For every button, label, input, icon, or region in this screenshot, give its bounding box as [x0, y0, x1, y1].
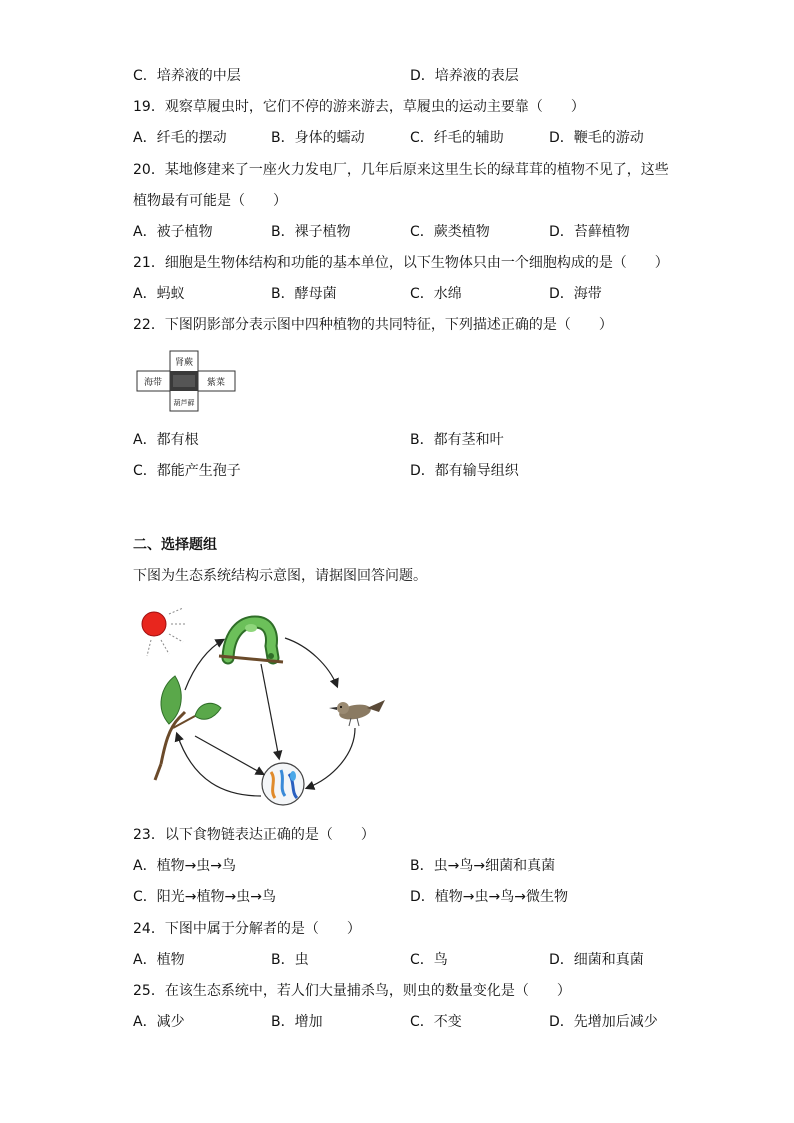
- label-shenjue: 肾蕨: [174, 358, 194, 368]
- q23-option-b: B．虫→鸟→细菌和真菌: [410, 858, 556, 874]
- q22-venn-figure: [133, 347, 239, 413]
- bacteria-fungi-icon: [262, 763, 304, 805]
- q25-option-b: B．增加: [271, 1014, 323, 1030]
- q21-option-b: B．酵母菌: [271, 286, 337, 302]
- q25-stem: 25．在该生态系统中，若人们大量捕杀鸟，则虫的数量变化是（ ）: [133, 983, 571, 999]
- q25-option-d: D．先增加后减少: [549, 1014, 658, 1030]
- arrow-caterpillar-to-microbes: [261, 664, 279, 758]
- q19-option-a: A．纤毛的摆动: [133, 130, 227, 146]
- q23-option-a: A．植物→虫→鸟: [133, 858, 237, 874]
- q19-option-d: D．鞭毛的游动: [549, 130, 644, 146]
- q18-option-c: C．培养液的中层: [133, 68, 241, 84]
- q20-stem-line1: 20．某地修建来了一座火力发电厂，几年后原来这里生长的绿茸茸的植物不见了，这些: [133, 162, 669, 178]
- q18-option-d: D．培养液的表层: [410, 68, 519, 84]
- arrow-bird-to-microbes: [307, 728, 355, 788]
- q24-option-c: C．鸟: [410, 952, 448, 968]
- arrow-plant-to-microbes: [195, 736, 263, 774]
- q24-option-a: A．植物: [133, 952, 185, 968]
- q20-option-b: B．裸子植物: [271, 224, 351, 240]
- sun-icon: [142, 608, 187, 656]
- section-title: 二、选择题组: [133, 537, 217, 553]
- q19-option-b: B．身体的蠕动: [271, 130, 365, 146]
- q21-option-c: C．水绵: [410, 286, 462, 302]
- q20-option-a: A．被子植物: [133, 224, 213, 240]
- q21-option-a: A．蚂蚁: [133, 286, 185, 302]
- q19-stem: 19．观察草履虫时，它们不停的游来游去，草履虫的运动主要靠（ ）: [133, 99, 585, 115]
- q20-option-d: D．苔藓植物: [549, 224, 630, 240]
- q24-option-b: B．虫: [271, 952, 309, 968]
- label-hulu: 葫芦藓: [173, 399, 195, 407]
- caterpillar-icon: [219, 622, 283, 662]
- q19-option-c: C．纤毛的辅助: [410, 130, 504, 146]
- q21-stem: 21．细胞是生物体结构和功能的基本单位，以下生物体只由一个细胞构成的是（ ）: [133, 255, 669, 271]
- q22-option-d: D．都有输导组织: [410, 463, 519, 479]
- q25-option-a: A．减少: [133, 1014, 185, 1030]
- q22-option-c: C．都能产生孢子: [133, 463, 241, 479]
- q21-option-d: D．海带: [549, 286, 602, 302]
- ecosystem-diagram: [133, 604, 393, 814]
- q22-option-b: B．都有茎和叶: [410, 432, 504, 448]
- arrow-microbes-to-plant: [177, 734, 261, 796]
- section-intro: 下图为生态系统结构示意图，请据图回答问题。: [133, 568, 427, 584]
- arrow-caterpillar-to-bird: [285, 638, 337, 686]
- q22-stem: 22．下图阴影部分表示图中四种植物的共同特征，下列描述正确的是（ ）: [133, 317, 613, 333]
- q23-option-d: D．植物→虫→鸟→微生物: [410, 889, 568, 905]
- label-zicai: 紫菜: [206, 378, 226, 388]
- q20-option-c: C．蕨类植物: [410, 224, 490, 240]
- label-haidai: 海带: [143, 378, 163, 388]
- q24-stem: 24．下图中属于分解者的是（ ）: [133, 921, 361, 937]
- plant-icon: [155, 676, 221, 780]
- arrow-plant-to-caterpillar: [185, 640, 223, 690]
- bird-icon: [329, 700, 385, 726]
- q22-option-a: A．都有根: [133, 432, 199, 448]
- q24-option-d: D．细菌和真菌: [549, 952, 644, 968]
- q23-stem: 23．以下食物链表达正确的是（ ）: [133, 827, 375, 843]
- q20-stem-line2: 植物最有可能是（ ）: [133, 193, 287, 209]
- q23-option-c: C．阳光→植物→虫→鸟: [133, 889, 276, 905]
- shaded-texture: [173, 375, 195, 387]
- q25-option-c: C．不变: [410, 1014, 462, 1030]
